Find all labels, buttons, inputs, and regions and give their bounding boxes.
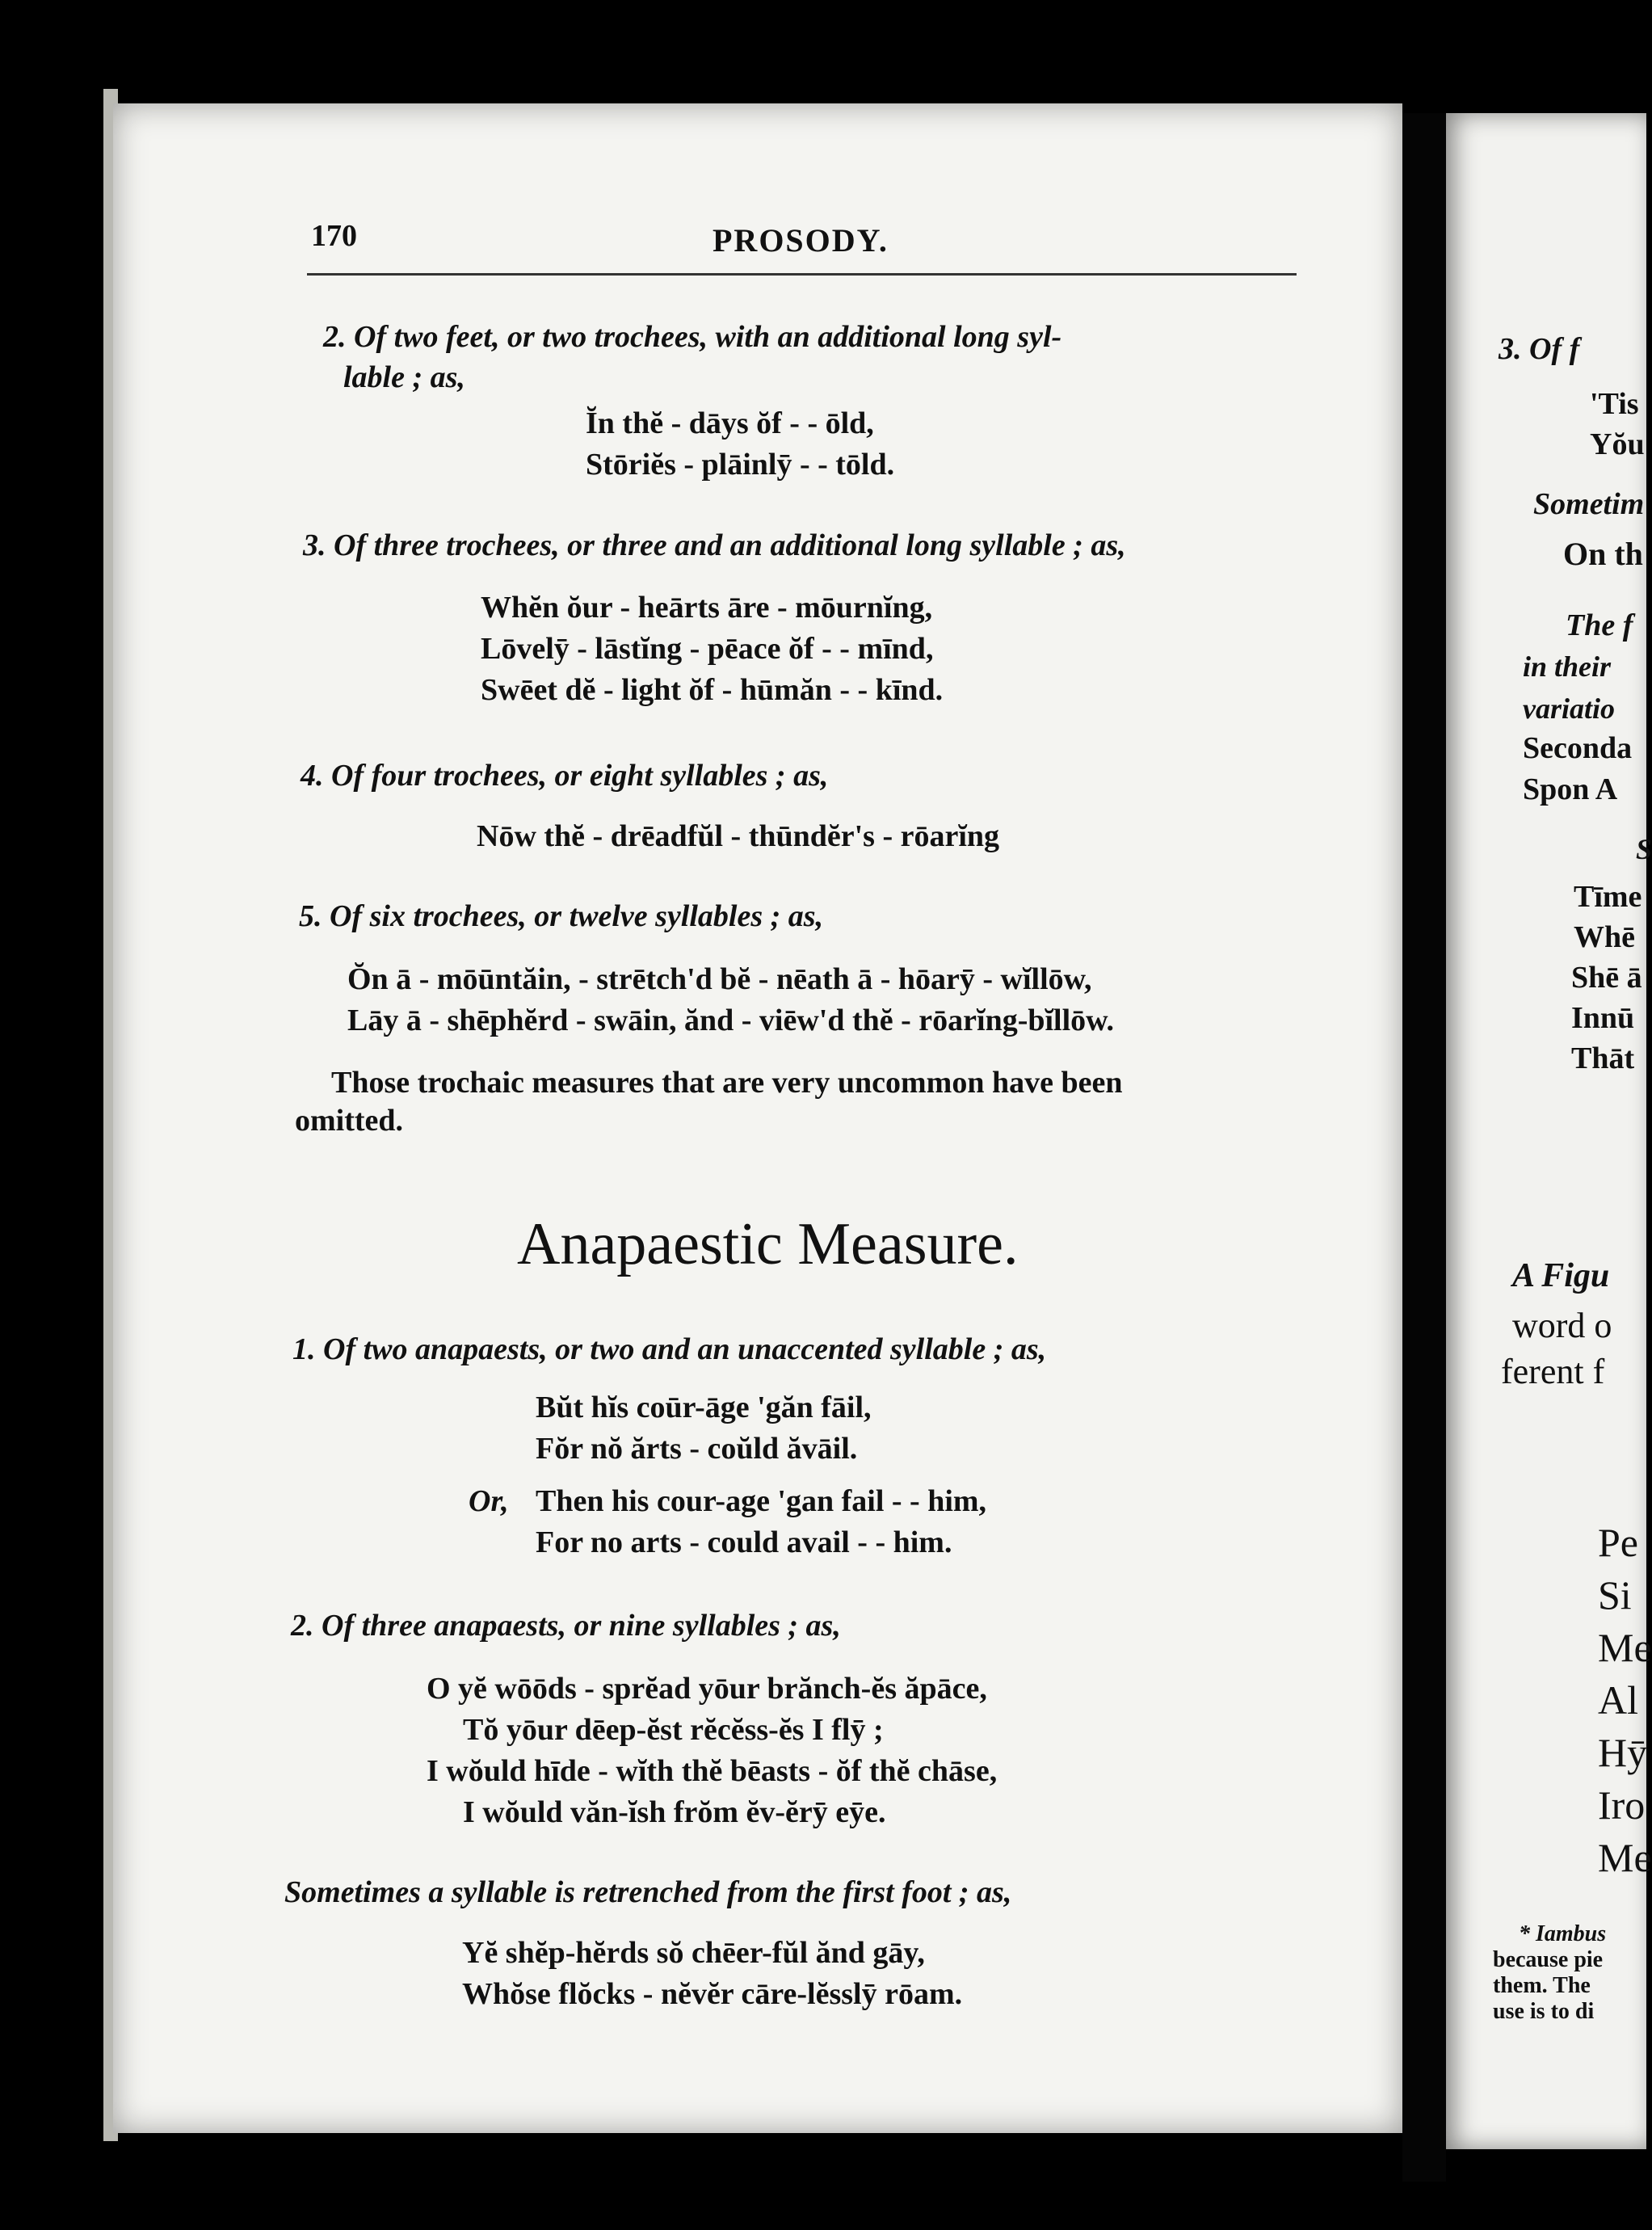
- right-fragment: Shē ā: [1571, 961, 1642, 995]
- running-head: PROSODY.: [713, 222, 889, 259]
- right-fragment: Innū: [1571, 1001, 1635, 1035]
- rule-six-trochees: 5. Of six trochees, or twelve syllables ; as,: [299, 899, 824, 933]
- right-fragment: word o: [1512, 1306, 1612, 1345]
- right-fragment: Tīme: [1574, 880, 1642, 914]
- verse-line: Tŏ yōur dēep-ĕst rĕcĕss-ĕs I flӯ ;: [463, 1713, 884, 1747]
- verse-line: O yĕ wōōds - sprĕad yōur brănch-ĕs ăpāce,: [427, 1672, 987, 1706]
- right-fragment: 'Tis: [1590, 387, 1639, 421]
- verse-line: Ŏn ā - mōūntăin, - strētch'd bĕ - nēath ā - hōarӯ - wĭllōw,: [347, 962, 1092, 996]
- verse-line: I wŏuld hīde - wĭth thĕ bēasts - ŏf thĕ chāse,: [427, 1754, 998, 1788]
- right-fragment: Me: [1598, 1625, 1652, 1670]
- right-fragment: Yŏu: [1590, 427, 1645, 461]
- right-fragment: in their: [1523, 650, 1612, 683]
- right-fragment: Me: [1598, 1835, 1652, 1880]
- right-fragment: Seconda: [1523, 731, 1633, 765]
- rule-two-trochees-line2: lable ; as,: [343, 360, 465, 394]
- verse-line: I wŏuld văn-ĭsh frŏm ĕv-ĕrӯ eӯe.: [463, 1795, 886, 1829]
- right-fragment: them. The: [1493, 1973, 1591, 1998]
- verse-line: Lōvelӯ - lāstĭng - pēace ŏf - - mīnd,: [481, 632, 934, 666]
- right-fragment: A Figu: [1512, 1257, 1610, 1294]
- verse-line: Yĕ shĕp-hĕrds sŏ chēer-fŭl ănd gāy,: [462, 1936, 925, 1970]
- section-heading: Anapaestic Measure.: [517, 1211, 1019, 1277]
- right-fragment: Thāt: [1571, 1041, 1635, 1075]
- right-fragment: On th: [1563, 536, 1643, 572]
- book-gutter: [1402, 113, 1446, 2182]
- right-fragment: Si: [1598, 1572, 1632, 1618]
- header-rule: [307, 273, 1297, 276]
- verse-line: Swēet dĕ - light ŏf - hūmăn - - kīnd.: [481, 673, 944, 707]
- verse-line: Ĭn thĕ - dāys ŏf - - ōld,: [586, 406, 874, 440]
- right-fragment: Whē: [1574, 920, 1635, 954]
- right-fragment: Pe: [1598, 1520, 1638, 1565]
- right-fragment: Hӯ: [1598, 1730, 1648, 1775]
- rule-three-trochees: 3. Of three trochees, or three and an additional long syllable ; as,: [303, 528, 1126, 562]
- verse-line: Bŭt hĭs coūr-āge 'găn fāil,: [536, 1391, 872, 1424]
- right-fragment: Spon A: [1523, 772, 1618, 806]
- right-fragment: because pie: [1493, 1947, 1604, 1972]
- right-fragment: ferent f: [1501, 1352, 1605, 1391]
- verse-line: Fŏr nŏ ărts - coŭld ăvāil.: [536, 1432, 858, 1466]
- verse-line: Nōw thĕ - drēadfŭl - thūndĕr's - rōarĭng: [477, 819, 1000, 853]
- note-line2: omitted.: [295, 1104, 404, 1138]
- rule-two-anapaests: 1. Of two anapaests, or two and an unaccented syllable ; as,: [292, 1332, 1047, 1366]
- right-fragment: Al: [1598, 1677, 1638, 1723]
- right-fragment: The f: [1566, 608, 1633, 642]
- rule-four-trochees: 4. Of four trochees, or eight syllables ; as,: [301, 759, 829, 793]
- rule-two-trochees-line1: 2. Of two feet, or two trochees, with an additional long syl-: [323, 320, 1062, 354]
- page-number: 170: [311, 219, 357, 253]
- right-fragment: Sometim: [1533, 487, 1645, 521]
- verse-line: Stōriĕs - plāinlӯ - - tōld.: [586, 448, 895, 482]
- right-fragment: use is to di: [1493, 1999, 1595, 2024]
- right-fragment: variatio: [1523, 692, 1615, 725]
- right-fragment: S: [1636, 833, 1652, 865]
- rule-retrenched-syllable: Sometimes a syllable is retrenched from the first foot ; as,: [284, 1875, 1012, 1909]
- verse-line: Whŏse flŏcks - nĕvĕr cāre-lĕsslӯ rōam.: [462, 1977, 963, 2011]
- right-fragment: * Iambus: [1519, 1921, 1607, 1946]
- verse-line: Whĕn ŏur - heārts āre - mōurnĭng,: [481, 591, 933, 625]
- right-fragment: 3. Of f: [1499, 332, 1580, 366]
- or-label: Or,: [469, 1484, 509, 1518]
- right-fragment: Iro: [1598, 1782, 1646, 1828]
- rule-three-anapaests: 2. Of three anapaests, or nine syllables ; as,: [291, 1609, 841, 1643]
- verse-line: Then his cour-age 'gan fail - - him,: [536, 1484, 987, 1518]
- note-line1: Those trochaic measures that are very uncommon have been: [331, 1066, 1123, 1100]
- verse-line: Lāy ā - shēphĕrd - swāin, ănd - viēw'd thĕ - rōarĭng-bĭllōw.: [347, 1004, 1115, 1037]
- verse-line: For no arts - could avail - - him.: [536, 1525, 952, 1559]
